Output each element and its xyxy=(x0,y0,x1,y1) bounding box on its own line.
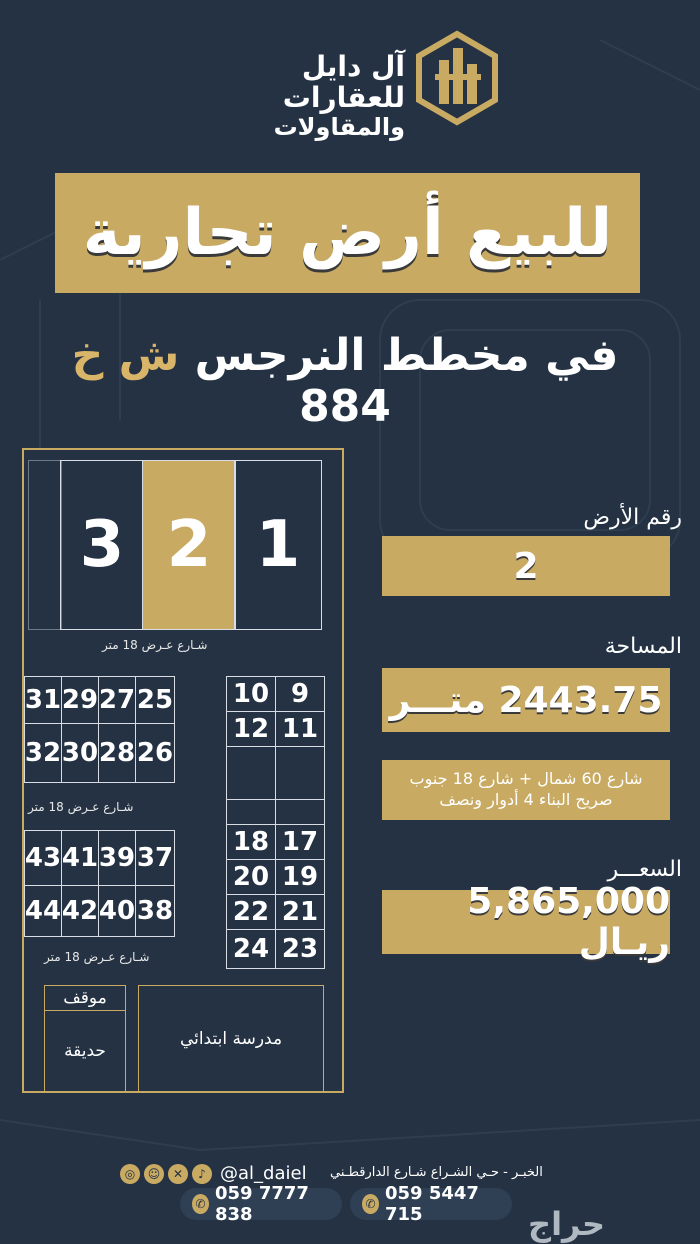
street-label-1: شـارع عـرض 18 متر xyxy=(102,638,208,652)
site-map xyxy=(22,448,344,1093)
plot-21: 21 xyxy=(275,894,325,930)
price-label: السعـــر xyxy=(607,857,682,882)
social-handle[interactable]: @al_daiel xyxy=(220,1163,307,1184)
plot-9: 9 xyxy=(275,676,325,712)
plot-23: 23 xyxy=(275,929,325,969)
plot-2-selected: 2 xyxy=(142,460,236,630)
parking-area: موقف xyxy=(44,985,126,1011)
tiktok-icon[interactable]: ♪ xyxy=(192,1164,212,1184)
plot-empty xyxy=(226,746,276,800)
plot-28: 28 xyxy=(98,723,136,783)
building-logo-icon xyxy=(415,30,499,126)
plot-20: 20 xyxy=(226,859,276,895)
plot-39: 39 xyxy=(98,830,136,886)
plot-empty xyxy=(275,746,325,800)
brand-line-1: آل دايل للعقارات xyxy=(282,50,405,114)
plot-3: 3 xyxy=(60,460,144,630)
price-value: 5,865,000 ريـال xyxy=(382,890,670,954)
subtitle xyxy=(30,330,660,432)
area-value: 2443.75 متـــر xyxy=(382,668,670,732)
plot-11: 11 xyxy=(275,711,325,747)
plot-18: 18 xyxy=(226,824,276,860)
area-label: المساحة xyxy=(604,634,682,659)
watermark: حراج xyxy=(528,1205,605,1243)
street-label-3: شـارع عـرض 18 متر xyxy=(44,950,150,964)
school-area: مدرسة ابتدائي xyxy=(138,985,324,1092)
x-icon[interactable]: ✕ xyxy=(168,1164,188,1184)
phone-icon: ✆ xyxy=(362,1194,379,1214)
brand-line-2: والمقاولات xyxy=(273,112,405,141)
social-row xyxy=(118,1163,307,1184)
plot-empty xyxy=(275,799,325,825)
plot-38: 38 xyxy=(135,885,175,937)
phone-1[interactable]: 059 5447 715 xyxy=(384,1183,479,1225)
plot-25: 25 xyxy=(135,676,175,724)
plot-40: 40 xyxy=(98,885,136,937)
plot-number-value: 2 xyxy=(382,536,670,596)
plot-number-label: رقم الأرض xyxy=(583,505,682,530)
plot-30: 30 xyxy=(61,723,99,783)
street-label-2: شـارع عـرض 18 متر xyxy=(28,800,134,814)
phone-pill-2[interactable] xyxy=(180,1183,342,1225)
garden-area: حديقة xyxy=(44,1010,126,1092)
subtitle-number: 884 xyxy=(299,381,391,432)
plot-19: 19 xyxy=(275,859,325,895)
plot-43: 43 xyxy=(24,830,62,886)
plot-empty xyxy=(28,460,62,630)
phone-2[interactable]: 059 7777 838 xyxy=(214,1183,309,1225)
property-notes xyxy=(382,760,670,820)
plot-41: 41 xyxy=(61,830,99,886)
title-banner xyxy=(55,173,640,293)
note-line-2: صريح البناء 4 أدوار ونصف xyxy=(439,790,613,809)
subtitle-prefix: في مخطط النرجس xyxy=(194,330,619,381)
phone-pill-1[interactable] xyxy=(350,1183,512,1225)
plot-1: 1 xyxy=(234,460,322,630)
address: الخبـر - حـي الشـراع شـارع الدارقطـني xyxy=(330,1165,543,1180)
plot-empty xyxy=(226,799,276,825)
plot-31: 31 xyxy=(24,676,62,724)
plot-10: 10 xyxy=(226,676,276,712)
plot-29: 29 xyxy=(61,676,99,724)
plot-26: 26 xyxy=(135,723,175,783)
plot-22: 22 xyxy=(226,894,276,930)
plot-44: 44 xyxy=(24,885,62,937)
phone-icon: ✆ xyxy=(192,1194,209,1214)
plot-27: 27 xyxy=(98,676,136,724)
page-title: للبيع أرض تجارية xyxy=(82,196,613,270)
plot-24: 24 xyxy=(226,929,276,969)
subtitle-highlight: ش خ xyxy=(71,330,180,381)
plot-32: 32 xyxy=(24,723,62,783)
brand-name xyxy=(200,52,405,140)
plot-12: 12 xyxy=(226,711,276,747)
note-line-1: شارع 60 شمال + شارع 18 جنوب xyxy=(409,769,643,789)
snapchat-icon[interactable]: ☺ xyxy=(144,1164,164,1184)
plot-17: 17 xyxy=(275,824,325,860)
plot-37: 37 xyxy=(135,830,175,886)
plot-42: 42 xyxy=(61,885,99,937)
instagram-icon[interactable]: ◎ xyxy=(120,1164,140,1184)
